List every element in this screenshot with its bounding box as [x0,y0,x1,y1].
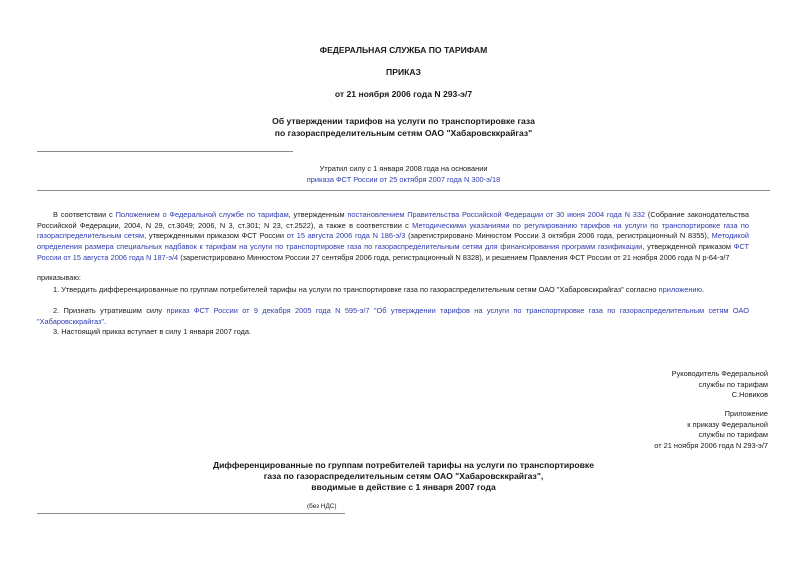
table-title-line-2: газа по газораспределительным сетям ОАО "Хабаровсккрайгаз", [263,471,544,482]
order-item-1 [37,285,749,296]
item-2-text: 2. Признать утратившим силу [53,306,167,315]
link-methodical-guidelines[interactable]: Методическими указаниями по регулированию тарифов на услуги по транспортировке газа по газораспределительным сетям [37,220,749,241]
full-divider [37,190,770,191]
preamble-text-3: (Собрание законодательства Российской Федерации, 2004, N 29, ст.3049; 2006, N 3, ст.301; N 23, ст.2522), а также в соответствии с [37,210,749,230]
order-item-3: 3. Настоящий приказ вступает в силу 1 января 2007 года. [53,327,251,336]
status-link[interactable]: приказа ФСТ России от 25 октября 2007 года N 300-э/18 [306,174,501,184]
agency-name: ФЕДЕРАЛЬНАЯ СЛУЖБА ПО ТАРИФАМ [319,45,488,55]
short-divider [37,151,293,152]
item-1-text: 1. Утвердить дифференцированные по группам потребителей тарифы на услуги по транспортировке газа по газораспределительным сетям ОАО "Хабаровсккрайгаз" согласно [53,285,659,294]
item-1-end: . [702,285,705,294]
table-divider [37,513,345,514]
appendix-line-2: к приказу Федеральной [687,419,768,429]
link-surcharge-methodology[interactable]: Методикой определения размера специальных надбавок к тарифам на услуги по транспортировке газа по газораспределительным сетям для финансирования программ газификации [37,231,749,252]
link-appendix[interactable]: приложению [658,285,703,294]
appendix-line-1: Приложение [724,409,768,418]
appendix-block [654,409,768,452]
document-type: ПРИКАЗ [386,67,421,77]
link-order-595[interactable]: приказ ФСТ России от 9 декабря 2005 года N 595-э/7 "Об утверждении тарифов на услуги по транспортировке газа по газораспределительным сетям ОАО "Хабаровсккрайгаз" [37,306,749,326]
link-order-186[interactable]: от 15 августа 2006 года N 186-э/3 [286,231,406,241]
status-text: Утратил силу с 1 января 2008 года на основании [319,164,488,173]
preamble-text-2: , утвержденным [288,210,348,219]
item-2-end: . [103,316,107,326]
signature-line-1: Руководитель Федеральной [671,369,768,378]
appendix-line-3: службы по тарифам [698,430,768,440]
table-title-line-1: Дифференцированные по группам потребителей тарифы на услуги по транспортировке [213,460,594,470]
document-title [0,116,807,139]
table-title-line-3: вводимые в действие с 1 января 2007 года [311,482,496,493]
link-government-decree[interactable]: постановлением Правительства Российской Федерации от 30 июня 2004 года N 332 [347,210,646,219]
order-word: приказываю: [37,273,81,282]
order-item-2 [37,306,749,327]
link-order-187[interactable]: ФСТ России от 15 августа 2006 года N 187-э/4 [37,242,749,262]
status-note [0,164,807,185]
preamble-text-1: В соответствии с [53,210,116,219]
appendix-line-4: от 21 ноября 2006 года N 293-э/7 [654,441,768,451]
signature-name: С.Новиков [731,390,768,400]
document-date-number: от 21 ноября 2006 года N 293-э/7 [334,89,473,99]
preamble-text-6: , утвержденной приказом [642,242,734,252]
preamble-text-4: , утвержденными приказом ФСТ России [144,231,287,241]
link-fst-regulation[interactable]: Положением о Федеральной службе по тарифам [115,210,289,219]
signature-block [672,369,768,401]
preamble-paragraph [37,210,749,264]
vat-note: (без НДС) [307,503,337,510]
preamble-text-5: (зарегистрировано Минюстом России 3 октября 2006 года, регистрационный N 8355), [405,231,712,241]
title-line-1: Об утверждении тарифов на услуги по транспортировке газа [272,116,535,126]
title-line-2: по газораспределительным сетям ОАО "Хабаровсккрайгаз" [274,127,533,138]
tariff-table-title [0,460,807,494]
signature-line-2: службы по тарифам [698,379,768,389]
preamble-text-7: (зарегистрировано Минюстом России 27 сентября 2006 года, регистрационный N 8328), и решением Правления ФСТ России от 21 ноября 2006 года N р-64-э/7 [178,252,730,262]
